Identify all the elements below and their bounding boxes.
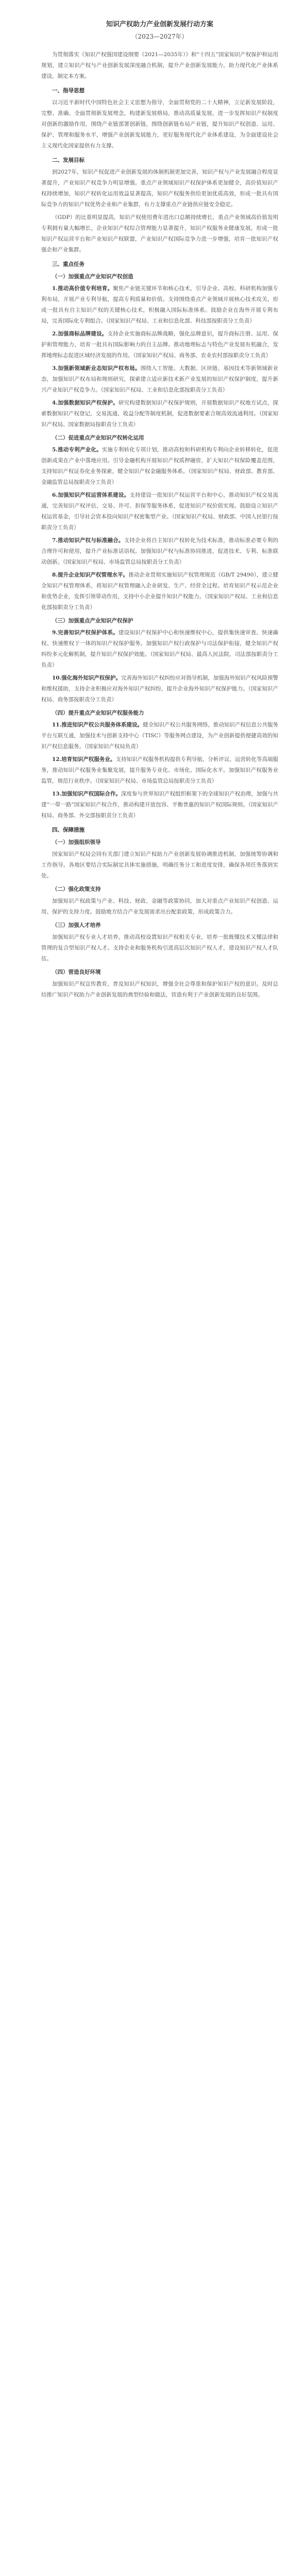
subsection-heading: （四）营造良好环境: [52, 969, 101, 975]
subsection-heading: （三）加强人才培养: [52, 922, 101, 928]
task-text: 支持企业实施商标品牌战略，强化品牌意识，提升商标注册、运用、保护和管理能力，培育一批具有国际影响力的自主品牌。推动地理标志与特色产业发展有机融合，发挥地理标志促进区域经济发展的作用。（国家知识产权局、商务部、农业农村部按职责分工负责）: [41, 330, 279, 359]
task-paragraph: [41, 628, 278, 671]
task-lead: 2.加强商标品牌建设。: [52, 330, 108, 337]
task-lead: 6.加强知识产权运营体系建设。: [52, 492, 130, 498]
task-paragraph: [41, 283, 278, 327]
section-paragraph: 加强知识产权宣传教育，普及知识产权知识，增强全社会尊重和保护知识产权的意识。及时总结推广知识产权助力产业创新发展的典型经验和做法，营造有利于产业创新发展的良好氛围。: [41, 980, 278, 998]
section-heading: 二、发展目标: [52, 157, 85, 163]
task-text: 支持知识产权服务机构提供专利导航、分析评议、运营转化等高端服务，推动知识产权服务业集聚发展，提升服务专业化、市场化、国际化水平。加强知识产权服务业监管，规范行业秩序。（国家知识产权局、市场监管总局按职责分工负责）: [41, 756, 278, 784]
task-paragraph: [41, 789, 278, 821]
section-paragraph: 以习近平新时代中国特色社会主义思想为指导，全面贯彻党的二十大精神，立足新发展阶段，完整、准确、全面贯彻新发展理念，构建新发展格局，推动高质量发展，进一步发挥知识产权制度对创新的激励作用，围绕产业链部署创新链，围绕创新链布局产业链，提升知识产权创造、运用、保护、管理和服务水平，增强产业创新发展能力，更好服务现代化产业体系建设，为全面建设社会主义现代化国家提供有力支撑。: [41, 99, 278, 149]
section-paragraph: 加强知识产权政策与产业、科技、财政、金融等政策协同，加大对重点产业知识产权创造、运用、保护的支持力度。鼓励地方结合产业发展需求出台配套政策，形成政策合力。: [41, 897, 278, 915]
section-paragraph: 到2027年，知识产权促进产业创新发展的体制机制更加完善，知识产权与产业发展融合程度显著提升，产业知识产权竞争力明显增强。重点产业领域知识产权保护体系更加健全，高价值知识产权持续增加，知识产权转化运用效益显著提高，知识产权服务供给更加优质高效，形成一批具有国际竞争力的知识产权优势企业和产业集群，有力支撑重点产业链供应链安全稳定。: [41, 168, 278, 208]
section-guiding-ideology: [41, 85, 278, 151]
intro-paragraph: 为贯彻落实《知识产权强国建设纲要（2021—2035年）》和“十四五”国家知识产权保护和运用规划，建立知识产权与产业创新发展深度融合机制，提升产业创新发展能力，助力现代化产业体系建设，制定本方案。: [41, 51, 278, 79]
task-text: 支持企业将自主知识产权转化为技术标准，推动标准必要专利的合理许可和使用，提升产业标准话语权。加强知识产权与标准协同推进，促进技术、专利、标准联动创新。（国家知识产权局、市场监管总局按职责分工负责）: [41, 537, 278, 565]
task-text: 深度参与世界知识产权组织框架下的全球知识产权治理，加强与共建“一带一路”国家知识产权合作，推动构建开放包容、平衡普惠的知识产权国际规则。（国家知识产权局、商务部、外交部按职责分工负责）: [41, 790, 278, 819]
task-text: 完善海外知识产权纠纷应对指导机制，加强海外知识产权风险预警和维权援助，支持企业积极应对海外知识产权纠纷，提升企业海外知识产权保护能力。（国家知识产权局、商务部按职责分工负责）: [41, 674, 278, 703]
task-lead: 8.提升企业知识产权管理水平。: [52, 571, 129, 578]
task-text: 围绕人工智能、大数据、区块链、基因技术等新领域新业态，加强知识产权布局和规则研究，探索建立适应新技术新产业发展的知识产权保护制度，提升新兴产业知识产权竞争力。（国家知识产权局、工业和信息化部按职责分工负责）: [41, 365, 279, 393]
task-paragraph: [41, 673, 278, 705]
subsection-heading: （一）加强组织领导: [52, 839, 101, 845]
section-heading: 一、指导思想: [52, 87, 85, 94]
section-paragraph: 加强知识产权专业人才培养，推动高校设置知识产权相关专业，培养一批既懂技术又懂法律和管理的复合型知识产权人才。支持企业和服务机构引进高层次知识产权人才，建设知识产权人才队伍。: [41, 934, 278, 962]
subsection-heading: （三）加强重点产业知识产权保护: [52, 617, 133, 624]
subsection-heading: （一）加强重点产业知识产权创造: [52, 273, 133, 280]
task-paragraph: [41, 398, 278, 430]
task-lead: 10.强化海外知识产权保护。: [52, 674, 121, 681]
task-text: 研究构建数据知识产权保护规则，开展数据知识产权地方试点，探索数据知识产权登记、交易流通、收益分配等制度机制，促进数据要素合规高效流通利用。（国家知识产权局、国家数据局按职责分工负责）: [41, 399, 278, 428]
task-paragraph: [41, 754, 278, 787]
task-lead: 3.加强新领域新业态知识产权布局。: [52, 365, 141, 371]
section-tasks: [41, 259, 278, 821]
document-subtitle: （2023—2027年）: [131, 32, 188, 40]
task-lead: 5.推动专利产业化。: [52, 446, 102, 453]
task-lead: 13.加强知识产权国际合作。: [52, 790, 121, 797]
subsection-heading: （二）强化政策支持: [52, 886, 101, 892]
task-paragraph: [41, 329, 278, 361]
section-goals: [41, 155, 278, 256]
subsection-heading: （二）促进重点产业知识产权转化运用: [52, 434, 144, 441]
task-paragraph: [41, 535, 278, 568]
task-lead: 9.完善知识产权保护体系。: [52, 629, 119, 636]
task-text: 实施专利转化专项计划，推动高校和科研机构专利向企业转移转化，促进创新成果在产业中落地应用。引导金融机构开展知识产权质押融资，扩大知识产权保险覆盖范围，支持知识产权证券化业务探索，健全知识产权金融服务体系。（国家知识产权局、财政部、教育部、金融监管总局按职责分工负责）: [41, 446, 279, 485]
task-paragraph: [41, 445, 278, 488]
task-text: 支持建设一批知识产权运营平台和中心，推动知识产权交易流通，完善知识产权评估、交易、许可、担保等服务体系，促进知识产权价值实现。鼓励设立知识产权运营基金，引导社会资本投向知识产权密集型产业。（国家知识产权局、财政部、中国人民银行按职责分工负责）: [41, 492, 279, 531]
task-paragraph: [41, 570, 278, 613]
task-lead: 1.推动高价值专利培育。: [52, 285, 113, 292]
task-lead: 12.培育知识产权服务业。: [52, 756, 116, 762]
task-text: 建设知识产权保护中心和快速维权中心，提供集快速审查、快速确权、快速维权于一体的知识产权保护服务。加强知识产权行政保护与司法保护衔接，健全知识产权纠纷多元化解机制，提升知识产权保护效能。（国家知识产权局、最高人民法院、司法部按职责分工负责）: [41, 629, 278, 668]
section-paragraph: 国家知识产权局会同有关部门建立知识产权助力产业创新发展协调推进机制，加强统筹协调和工作指导。各地区要结合实际制定具体实施措施，明确任务分工和进度安排，确保各项任务落到实处。: [41, 851, 278, 879]
task-lead: 4.加强数据知识产权保护。: [52, 399, 119, 406]
task-text: 聚焦产业链关键环节和核心技术，引导企业、高校、科研机构加强专利布局，开展产业专利导航，提高专利质量和价值。支持围绕重点产业领域开展核心技术攻关，形成一批具有自主知识产权的关键核心技术，积极融入国际标准体系。鼓励企业在海外开展专利布局，完善国际化专利组合。（国家知识产权局、工业和信息化部、科技部按职责分工负责）: [41, 285, 278, 324]
task-paragraph: [41, 363, 278, 396]
section-paragraph: （GDP）的比重明显提高，知识产权使用费年进出口总额持续增长，重点产业领域高价值发明专利拥有量大幅增长，企业知识产权综合管理能力显著提升，知识产权服务业健康发展，形成一批知识产权运营平台和产业知识产权联盟，产业知识产权国际竞争力进一步增强，培育一批知识产权强企和产业集群。: [41, 214, 278, 253]
task-lead: 11.推进知识产权公共服务体系建设。: [52, 721, 143, 728]
document-title: 知识产权助力产业创新发展行动方案: [106, 21, 213, 28]
task-paragraph: [41, 720, 278, 752]
section-safeguards: [41, 824, 278, 1001]
section-heading: 三、重点任务: [52, 261, 85, 267]
task-text: 健全知识产权公共服务网络，推动知识产权信息公共服务平台互联互通，加强技术与创新支持中心（TISC）等服务网点建设，为产业创新提供便捷高效的知识产权信息服务。（国家知识产权局负责）: [41, 721, 278, 750]
section-heading: 四、保障措施: [52, 826, 85, 833]
subsection-heading: （四）提升重点产业知识产权服务能力: [52, 709, 144, 716]
task-paragraph: [41, 490, 278, 533]
task-lead: 7.推动知识产权与标准融合。: [52, 537, 124, 544]
task-text: 推动企业贯彻实施知识产权管理规范（GB/T 29490），建立健全知识产权管理体系，将知识产权管理融入企业研发、生产、经营全过程。培育知识产权示范企业和优势企业，发挥引领带动作用，支持中小企业提升知识产权能力。（国家知识产权局、工业和信息化部按职责分工负责）: [41, 571, 278, 611]
